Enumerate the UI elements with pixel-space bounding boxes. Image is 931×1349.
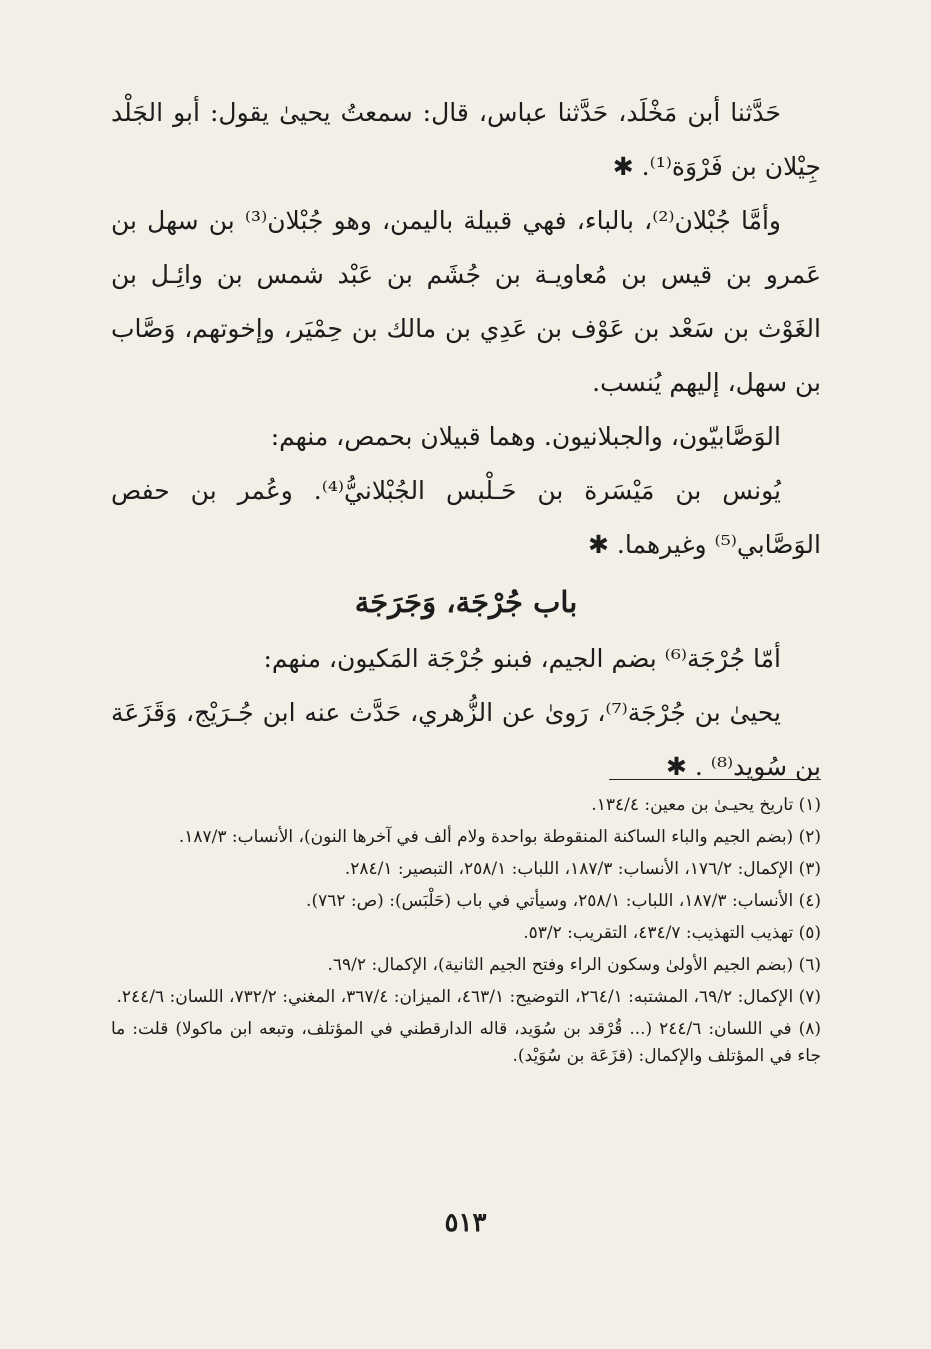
footnote-separator xyxy=(609,779,821,780)
paragraph-5: أمّا جُرْجَة⁽⁶⁾ بضم الجيم، فبنو جُرْجَة المَكيون، منهم: xyxy=(263,644,781,673)
main-text xyxy=(111,86,821,794)
paragraph-2: وأمَّا جُبْلان⁽²⁾، بالباء، فهي قبيلة باليمن، وهو جُبْلان⁽³⁾ بن سهل بن عَمرو بن قيس بن مُعاويـة بن جُشَم بن عَبْد شمس بن وائِـل بن الغَوْث بن سَعْد بن عَوْف بن عَدِي بن مالك بن حِمْيَر، وإخوتهم، وَصَّاب بن سهل، إليهم يُنسب. xyxy=(111,206,821,397)
footnote-5: (٥) تهذيب التهذيب: ٤٣٤/٧، التقريب: ٥٣/٢. xyxy=(523,923,821,943)
footnote-2: (٢) (بضم الجيم والباء الساكنة المنقوطة بواحدة ولام ألف في آخرها النون)، الأنساب: ١٨٧/٣. xyxy=(178,827,821,847)
footnote-4: (٤) الأنساب: ١٨٧/٣، اللباب: ٢٥٨/١، وسيأتي في باب (حَلْبَس): (ص: ٧٦٢). xyxy=(306,891,821,911)
footnotes xyxy=(111,792,821,1075)
chapter-heading: باب جُرْجَة، وَجَرَجَة xyxy=(354,585,578,619)
footnote-6: (٦) (بضم الجيم الأولىٰ وسكون الراء وفتح الجيم الثانية)، الإكمال: ٦٩/٢. xyxy=(327,955,821,975)
paragraph-3: الوَصَّابيّون، والجبلانيون. وهما قبيلان بحمص، منهم: xyxy=(270,422,781,451)
paragraph-4: يُونس بن مَيْسَرة بن حَـلْبس الجُبْلانيُّ⁽⁴⁾. وعُمر بن حفص الوَصَّابي⁽⁵⁾ وغيرهما. ✱ xyxy=(111,476,821,559)
footnote-3: (٣) الإكمال: ١٧٦/٢، الأنساب: ١٨٧/٣، اللباب: ٢٥٨/١، التبصير: ٢٨٤/١. xyxy=(344,859,821,879)
footnote-1: (١) تاريخ يحيـىٰ بن معين: ١٣٤/٤. xyxy=(591,795,821,815)
footnote-7: (٧) الإكمال: ٦٩/٢، المشتبه: ٢٦٤/١، التوضيح: ٤٦٣/١، الميزان: ٣٦٧/٤، المغني: ٧٣٢/٢، اللسان: ٢٤٤/٦. xyxy=(116,987,821,1007)
paragraph-1: حَدَّثنا أبن مَخْلَد، حَدَّثنا عباس، قال: سمعتُ يحيىٰ يقول: أبو الجَلْد جِيْلان بن فَرْوَة⁽¹⁾. ✱ xyxy=(111,98,821,181)
paragraph-6: يحيىٰ بن جُرْجَة⁽⁷⁾، رَوىٰ عن الزُّهري، حَدَّث عنه ابن جُـرَيْج، وَقَزَعَة بن سُويد⁽⁸⁾ . ✱ xyxy=(111,698,821,781)
page-number: ٥١٣ xyxy=(444,1208,487,1238)
footnote-8: (٨) في اللسان: ٢٤٤/٦ (... قُرْقد بن سُوَيد، قاله الدارقطني في المؤتلف، وتبعه ابن ماكولا) قلت: ما جاء في المؤتلف والإكمال: (قزَعَة بن سُوَيْد). xyxy=(111,1019,821,1066)
